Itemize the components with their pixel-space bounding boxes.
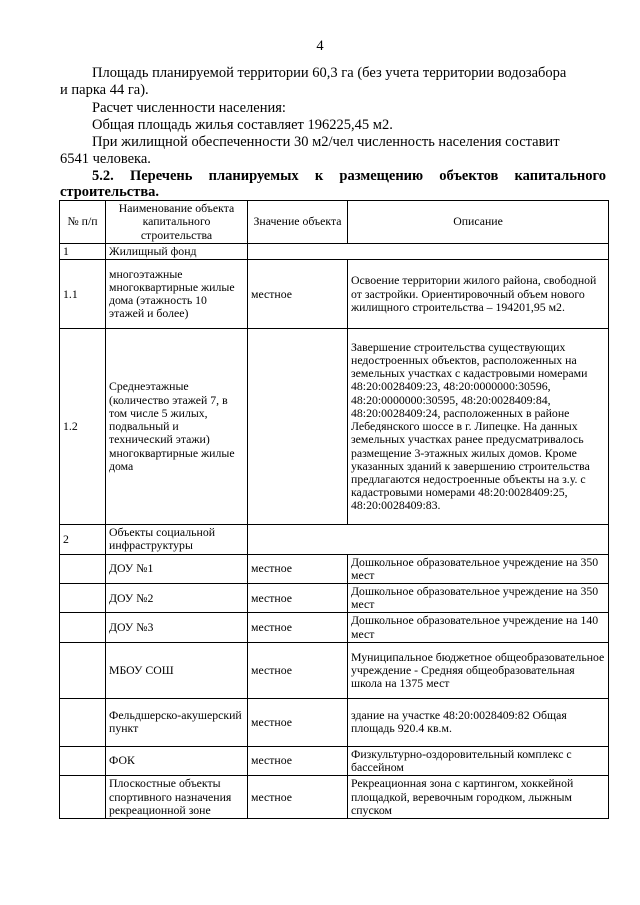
row-num	[60, 698, 106, 746]
header-name: Наименование объекта капитального строительства	[106, 201, 248, 244]
row-name: Жилищный фонд	[106, 244, 248, 260]
table-row	[60, 525, 609, 554]
paragraph-housing-area: Общая площадь жилья составляет 196225,45 м2.	[92, 117, 393, 133]
row-desc: Дошкольное образовательное учреждение на 350 мест	[348, 584, 609, 613]
row-value: местное	[248, 584, 348, 613]
row-num	[60, 746, 106, 775]
row-name: ДОУ №2	[106, 584, 248, 613]
row-desc: Муниципальное бюджетное общеобразовательное учреждение - Средняя общеобразовательная школа на 1375 мест	[348, 642, 609, 698]
table-row	[60, 260, 609, 329]
table-row	[60, 554, 609, 583]
row-empty	[248, 525, 609, 554]
section-heading-line2: строительства.	[60, 184, 160, 200]
row-num	[60, 554, 106, 583]
row-num	[60, 642, 106, 698]
row-empty	[248, 244, 609, 260]
row-value: местное	[248, 613, 348, 642]
row-name: ФОК	[106, 746, 248, 775]
row-name: Среднеэтажные (количество этажей 7, в том числе 5 жилых, подвальный и технический этажи) многоквартирные жилые дома	[106, 329, 248, 525]
row-name: многоэтажные многоквартирные жилые дома (этажность 10 этажей и более)	[106, 260, 248, 329]
row-name: Объекты социальной инфраструктуры	[106, 525, 248, 554]
section-heading-line1: 5.2. Перечень планируемых к размещению объектов капитального	[92, 168, 606, 184]
row-desc: Рекреационная зона с картингом, хоккейной площадкой, веревочным городком, лыжным спуском	[348, 776, 609, 819]
objects-table	[59, 200, 609, 819]
page-number: 4	[316, 38, 324, 54]
row-num	[60, 613, 106, 642]
paragraph-population-calc: Расчет численности населения:	[92, 100, 286, 116]
row-num: 2	[60, 525, 106, 554]
row-value: местное	[248, 746, 348, 775]
row-num	[60, 584, 106, 613]
row-name: ДОУ №3	[106, 613, 248, 642]
row-value: местное	[248, 698, 348, 746]
row-num	[60, 776, 106, 819]
header-desc: Описание	[348, 201, 609, 244]
row-value	[248, 329, 348, 525]
row-value: местное	[248, 554, 348, 583]
row-desc: Дошкольное образовательное учреждение на 350 мест	[348, 554, 609, 583]
paragraph-area-line1: Площадь планируемой территории 60,3 га (без учета территории водозабора	[92, 65, 567, 81]
row-desc: Освоение территории жилого района, свободной от застройки. Ориентировочный объем нового жилищного строительства – 194201,95 м2.	[348, 260, 609, 329]
table-row	[60, 776, 609, 819]
row-value: местное	[248, 260, 348, 329]
table-row	[60, 642, 609, 698]
row-num: 1	[60, 244, 106, 260]
paragraph-population-line2: 6541 человека.	[60, 151, 151, 167]
row-value: местное	[248, 776, 348, 819]
row-desc: Дошкольное образовательное учреждение на 140 мест	[348, 613, 609, 642]
table-row	[60, 698, 609, 746]
row-name: ДОУ №1	[106, 554, 248, 583]
paragraph-area-line2: и парка 44 га).	[60, 82, 149, 98]
row-value: местное	[248, 642, 348, 698]
table-row	[60, 613, 609, 642]
table-header-row	[60, 201, 609, 244]
row-desc: здание на участке 48:20:0028409:82 Общая площадь 920.4 кв.м.	[348, 698, 609, 746]
table-row	[60, 584, 609, 613]
row-num: 1.1	[60, 260, 106, 329]
row-desc: Физкультурно-оздоровительный комплекс с бассейном	[348, 746, 609, 775]
table-row	[60, 244, 609, 260]
table-row	[60, 329, 609, 525]
row-name: МБОУ СОШ	[106, 642, 248, 698]
paragraph-population-line1: При жилищной обеспеченности 30 м2/чел численность населения составит	[92, 134, 560, 150]
row-name: Плоскостные объекты спортивного назначения рекреационной зоне	[106, 776, 248, 819]
header-num: № п/п	[60, 201, 106, 244]
table-row	[60, 746, 609, 775]
row-name: Фельдшерско-акушерский пункт	[106, 698, 248, 746]
row-desc: Завершение строительства существующих недостроенных объектов, расположенных на земельных участках с кадастровыми номерами 48:20:0028409:23, 48:20:0000000:30596, 48:20:0000000:30595, 48:20:0028409:84, 48:20:0028409:24, расположенных в районе Лебедянского шоссе в г. Липецке. На данных земельных участках ранее предусматривалось размещение 3-этажных жилых домов. Кроме указанных зданий к завершению строительства предлагаются недостроенные объекты на з.у. с кадастровыми номерами 48:20:0028409:25, 48:20:0028409:83.	[348, 329, 609, 525]
header-value: Значение объекта	[248, 201, 348, 244]
row-num: 1.2	[60, 329, 106, 525]
